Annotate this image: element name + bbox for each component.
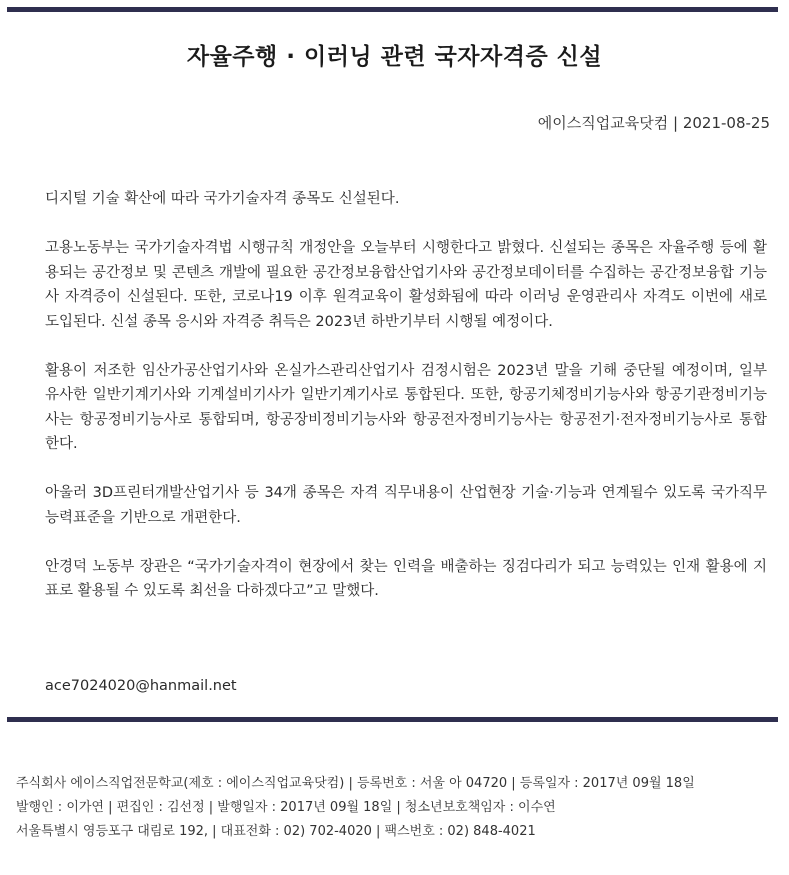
publisher-name: 에이스직업교육닷컴 [537,114,669,132]
top-divider [7,7,778,12]
article-byline [538,112,770,133]
article-paragraph: 안경덕 노동부 장관은 “국가기술자격이 현장에서 찾는 인력을 배출하는 징검다리가 되고 능력있는 인재 활용에 지표로 활용될 수 있도록 최선을 다하겠다고”고 말했다. [45,558,767,599]
footer-company-info: 주식회사 에이스직업전문학교(제호 : 에이스직업교육닷컴) | 등록번호 : 서울 아 04720 | 등록일자 : 2017년 09월 18일 [16,776,695,791]
bottom-divider [7,717,778,722]
publish-date: 2021-08-25 [682,114,770,132]
article-paragraph: 활용이 저조한 임산가공산업기사와 온실가스관리산업기사 검정시험은 2023년 말을 기해 중단될 예정이며, 일부 유사한 일반기계기사와 기계설비기사가 일반기계기사로 통합된다. 또한, 항공기체정비기능사와 항공기관정비기능사는 항공정비기능사로 통합되며, 항공장비정비기능사와 항공전자정비기능사는 항공전기·전자정비기능사로 통합한다. [45,362,767,452]
article-title: 자율주행 · 이러닝 관련 국자자격증 신설 [186,44,603,70]
article-paragraph: 디지털 기술 확산에 따라 국가기술자격 종목도 신설된다. [45,191,400,207]
article-paragraph: 아울러 3D프린터개발산업기사 등 34개 종목은 자격 직무내용이 산업현장 기술·기능과 연계될수 있도록 국가직무능력표준을 기반으로 개편한다. [45,485,767,526]
reporter-email: ace7024020@hanmail.net [45,678,237,694]
footer-publisher-info: 발행인 : 이가연 | 편집인 : 김선정 | 발행일자 : 2017년 09월 18일 | 청소년보호책임자 : 이수연 [16,800,556,815]
footer-contact-info: 서울특별시 영등포구 대림로 192, | 대표전화 : 02) 702-4020 | 팩스번호 : 02) 848-4021 [16,824,536,839]
article-body [45,187,767,628]
article-paragraph: 고용노동부는 국가기술자격법 시행규칙 개정안을 오늘부터 시행한다고 밝혔다. 신설되는 종목은 자율주행 등에 활용되는 공간정보 및 콘텐츠 개발에 필요한 공간정보융합산업기사와 공간정보데이터를 수집하는 공간정보융합 기능사 자격증이 신설된다. 또한, 코로나19 이후 원격교육이 활성화됨에 따라 이러닝 운영관리사 자격도 이번에 새로 도입된다. 신설 종목 응시와 자격증 취득은 2023년 하반기부터 시행될 예정이다. [45,240,767,330]
site-footer [16,772,776,844]
byline-separator: | [672,114,683,132]
